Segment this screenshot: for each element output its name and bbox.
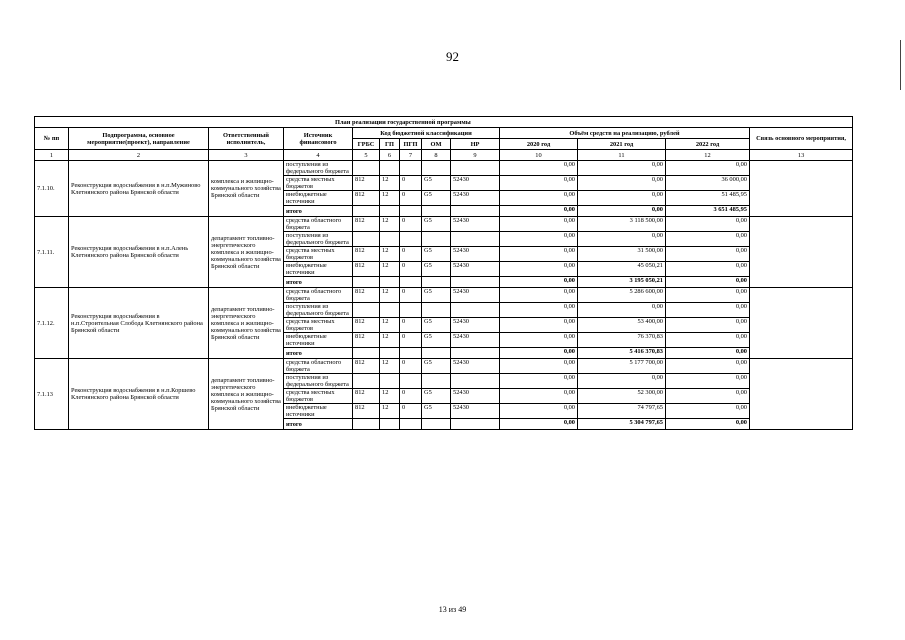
amount-2022: 0,00	[666, 419, 750, 430]
amount-2022: 0,00	[666, 318, 750, 333]
om-header: ОМ	[422, 139, 451, 150]
om-code: G5	[422, 359, 451, 374]
om-code	[422, 348, 451, 359]
amount-2022: 0,00	[666, 359, 750, 374]
column-number: 7	[400, 150, 422, 161]
nr-code: 52430	[451, 404, 500, 419]
nr-code	[451, 419, 500, 430]
gp-code: 12	[380, 217, 400, 232]
om-code	[422, 232, 451, 247]
column-number: 3	[209, 150, 284, 161]
pgp-code: 0	[400, 191, 422, 206]
table-row	[35, 288, 853, 303]
om-code	[422, 419, 451, 430]
amount-2021: 5 416 370,83	[578, 348, 666, 359]
grbs-code	[353, 277, 380, 288]
pgp-code: 0	[400, 318, 422, 333]
funding-source: средства местных бюджетов	[284, 176, 353, 191]
pgp-code	[400, 232, 422, 247]
amount-2020: 0,00	[500, 318, 578, 333]
activity-link	[750, 288, 853, 359]
page-number: 92	[446, 49, 459, 64]
om-code: G5	[422, 217, 451, 232]
activity-name: Реконструкция водоснабжения в н.п.Строительная Слобода Клетнянского района Брянской области	[69, 288, 209, 359]
amount-2022: 0,00	[666, 348, 750, 359]
column-number: 5	[353, 150, 380, 161]
nr-code	[451, 374, 500, 389]
program-plan-table	[34, 116, 853, 430]
y2022-header: 2022 год	[666, 139, 750, 150]
funding-source: внебюджетные источники	[284, 191, 353, 206]
nr-code: 52430	[451, 191, 500, 206]
nr-code	[451, 232, 500, 247]
amount-2021: 0,00	[578, 161, 666, 176]
activity-link	[750, 161, 853, 217]
amount-2021: 3 195 050,21	[578, 277, 666, 288]
amount-2022: 0,00	[666, 161, 750, 176]
amount-2020: 0,00	[500, 288, 578, 303]
pgp-code	[400, 277, 422, 288]
funding-source: поступления из федерального бюджета	[284, 303, 353, 318]
amount-2020: 0,00	[500, 374, 578, 389]
amount-2020: 0,00	[500, 404, 578, 419]
column-number: 10	[500, 150, 578, 161]
table-row	[35, 359, 853, 374]
amount-2021: 0,00	[578, 303, 666, 318]
gp-code	[380, 232, 400, 247]
grbs-code: 812	[353, 288, 380, 303]
pgp-code: 0	[400, 404, 422, 419]
nr-code: 52430	[451, 288, 500, 303]
grbs-code	[353, 348, 380, 359]
amount-2021: 31 500,00	[578, 247, 666, 262]
gp-code	[380, 374, 400, 389]
grbs-header: ГРБС	[353, 139, 380, 150]
column-number: 1	[35, 150, 69, 161]
activity-name: Реконструкция водоснабжения в н.п.Коршево Клетнянского района Брянской области	[69, 359, 209, 430]
y2021-header: 2021 год	[578, 139, 666, 150]
om-code	[422, 374, 451, 389]
om-code	[422, 303, 451, 318]
amount-2020: 0,00	[500, 206, 578, 217]
grbs-code: 812	[353, 262, 380, 277]
amount-2020: 0,00	[500, 176, 578, 191]
column-number: 11	[578, 150, 666, 161]
om-code: G5	[422, 191, 451, 206]
grbs-code: 812	[353, 247, 380, 262]
pgp-code	[400, 419, 422, 430]
om-code: G5	[422, 404, 451, 419]
pgp-code: 0	[400, 176, 422, 191]
funding-source: поступления из федерального бюджета	[284, 232, 353, 247]
grbs-code: 812	[353, 404, 380, 419]
amount-2020: 0,00	[500, 303, 578, 318]
amount-2022: 0,00	[666, 217, 750, 232]
col-subprogram-header: Подпрограмма, основное мероприятие(проект), направление	[69, 128, 209, 150]
grbs-code: 812	[353, 176, 380, 191]
pgp-code: 0	[400, 217, 422, 232]
pgp-code	[400, 374, 422, 389]
gp-code	[380, 206, 400, 217]
pgp-code: 0	[400, 247, 422, 262]
gp-code: 12	[380, 318, 400, 333]
responsible-executor: комплекса и жилищно-коммунального хозяйства Брянской области	[209, 161, 284, 217]
pgp-code	[400, 206, 422, 217]
page-footer: 13 из 49	[438, 605, 467, 614]
amount-2021: 0,00	[578, 206, 666, 217]
nr-code: 52430	[451, 176, 500, 191]
margin-line	[900, 40, 901, 90]
gp-code: 12	[380, 262, 400, 277]
nr-code: 52430	[451, 247, 500, 262]
funding-source: внебюджетные источники	[284, 333, 353, 348]
amount-2021: 53 400,00	[578, 318, 666, 333]
funding-source: итого	[284, 277, 353, 288]
funds-header: Объём средств на реализацию, рублей	[500, 128, 750, 139]
grbs-code	[353, 161, 380, 176]
gp-code	[380, 303, 400, 318]
gp-code: 12	[380, 247, 400, 262]
amount-2022: 0,00	[666, 288, 750, 303]
grbs-code: 812	[353, 217, 380, 232]
funding-source: внебюджетные источники	[284, 262, 353, 277]
column-number: 4	[284, 150, 353, 161]
pgp-code: 0	[400, 389, 422, 404]
funding-source: средства областного бюджета	[284, 217, 353, 232]
amount-2021: 0,00	[578, 232, 666, 247]
gp-code: 12	[380, 288, 400, 303]
column-number: 13	[750, 150, 853, 161]
om-code: G5	[422, 247, 451, 262]
amount-2021: 0,00	[578, 176, 666, 191]
funding-source: итого	[284, 348, 353, 359]
plan-title: План реализации государственной программы	[35, 117, 853, 128]
pgp-code: 0	[400, 288, 422, 303]
nr-code: 52430	[451, 333, 500, 348]
activity-name: Реконструкция водоснабжения в н.п.Алень Клетнянского района Брянской области	[69, 217, 209, 288]
amount-2021: 5 304 797,65	[578, 419, 666, 430]
table-row	[35, 217, 853, 232]
budget-class-header: Код бюджетной классификации	[353, 128, 500, 139]
amount-2020: 0,00	[500, 262, 578, 277]
amount-2021: 0,00	[578, 191, 666, 206]
amount-2020: 0,00	[500, 348, 578, 359]
gp-code: 12	[380, 176, 400, 191]
nr-code	[451, 206, 500, 217]
grbs-code: 812	[353, 389, 380, 404]
grbs-code: 812	[353, 359, 380, 374]
col-source-header: Источник финансового	[284, 128, 353, 150]
nr-code	[451, 303, 500, 318]
amount-2020: 0,00	[500, 277, 578, 288]
activity-number: 7.1.11.	[35, 217, 69, 288]
amount-2021: 52 300,00	[578, 389, 666, 404]
funding-source: средства местных бюджетов	[284, 318, 353, 333]
nr-code: 52430	[451, 262, 500, 277]
funding-source: итого	[284, 206, 353, 217]
funding-source: средства местных бюджетов	[284, 389, 353, 404]
om-code: G5	[422, 176, 451, 191]
om-code	[422, 206, 451, 217]
grbs-code: 812	[353, 333, 380, 348]
responsible-executor: департамент топливно-энергетического комплекса и жилищно-коммунального хозяйства Брянской области	[209, 359, 284, 430]
responsible-executor: департамент топливно-энергетического комплекса и жилищно-коммунального хозяйства Брянской области	[209, 288, 284, 359]
grbs-code	[353, 419, 380, 430]
amount-2022: 0,00	[666, 374, 750, 389]
om-code: G5	[422, 318, 451, 333]
y2020-header: 2020 год	[500, 139, 578, 150]
funding-source: поступления из федерального бюджета	[284, 161, 353, 176]
gp-code: 12	[380, 389, 400, 404]
om-code: G5	[422, 288, 451, 303]
grbs-code: 812	[353, 318, 380, 333]
gp-header: ГП	[380, 139, 400, 150]
amount-2022: 0,00	[666, 247, 750, 262]
nr-code: 52430	[451, 318, 500, 333]
activity-number: 7.1.13	[35, 359, 69, 430]
amount-2021: 5 286 600,00	[578, 288, 666, 303]
pgp-code: 0	[400, 262, 422, 277]
amount-2020: 0,00	[500, 389, 578, 404]
om-code: G5	[422, 262, 451, 277]
pgp-header: ПГП	[400, 139, 422, 150]
amount-2022: 3 651 485,95	[666, 206, 750, 217]
column-number: 8	[422, 150, 451, 161]
nr-code: 52430	[451, 217, 500, 232]
grbs-code	[353, 206, 380, 217]
header-row-main	[35, 128, 853, 139]
amount-2020: 0,00	[500, 333, 578, 348]
amount-2022: 51 485,95	[666, 191, 750, 206]
grbs-code	[353, 374, 380, 389]
nr-code: 52430	[451, 359, 500, 374]
funding-source: средства областного бюджета	[284, 359, 353, 374]
nr-header: НР	[451, 139, 500, 150]
om-code: G5	[422, 333, 451, 348]
om-code: G5	[422, 389, 451, 404]
nr-code	[451, 161, 500, 176]
amount-2022: 0,00	[666, 262, 750, 277]
om-code	[422, 277, 451, 288]
table-body	[35, 117, 853, 430]
amount-2021: 0,00	[578, 374, 666, 389]
activity-number: 7.1.12.	[35, 288, 69, 359]
header-row-numbers	[35, 150, 853, 161]
col-responsible-header: Ответственный исполнитель,	[209, 128, 284, 150]
funding-source: внебюджетные источники	[284, 404, 353, 419]
pgp-code	[400, 348, 422, 359]
amount-2020: 0,00	[500, 419, 578, 430]
amount-2021: 45 050,21	[578, 262, 666, 277]
amount-2020: 0,00	[500, 191, 578, 206]
amount-2022: 0,00	[666, 303, 750, 318]
amount-2021: 76 370,83	[578, 333, 666, 348]
amount-2022: 0,00	[666, 404, 750, 419]
amount-2022: 0,00	[666, 232, 750, 247]
header-row-title	[35, 117, 853, 128]
gp-code: 12	[380, 359, 400, 374]
activity-link	[750, 359, 853, 430]
gp-code	[380, 277, 400, 288]
amount-2020: 0,00	[500, 232, 578, 247]
grbs-code	[353, 232, 380, 247]
table-row	[35, 161, 853, 176]
amount-2022: 36 000,00	[666, 176, 750, 191]
gp-code	[380, 161, 400, 176]
funding-source: средства местных бюджетов	[284, 247, 353, 262]
amount-2020: 0,00	[500, 161, 578, 176]
pgp-code: 0	[400, 333, 422, 348]
pgp-code	[400, 303, 422, 318]
amount-2020: 0,00	[500, 217, 578, 232]
nr-code: 52430	[451, 389, 500, 404]
gp-code	[380, 348, 400, 359]
grbs-code: 812	[353, 191, 380, 206]
col-num-header: № пп	[35, 128, 69, 150]
activity-link	[750, 217, 853, 288]
pgp-code: 0	[400, 359, 422, 374]
amount-2020: 0,00	[500, 359, 578, 374]
pgp-code	[400, 161, 422, 176]
gp-code: 12	[380, 404, 400, 419]
column-number: 9	[451, 150, 500, 161]
column-number: 2	[69, 150, 209, 161]
activity-name: Реконструкция водоснабжения в н.п.Мужиново Клетнянского района Брянской области	[69, 161, 209, 217]
amount-2021: 3 118 500,00	[578, 217, 666, 232]
nr-code	[451, 277, 500, 288]
funding-source: итого	[284, 419, 353, 430]
gp-code: 12	[380, 191, 400, 206]
responsible-executor: департамент топливно-энергетического комплекса и жилищно-коммунального хозяйства Брянской области	[209, 217, 284, 288]
column-number: 6	[380, 150, 400, 161]
gp-code	[380, 419, 400, 430]
amount-2022: 0,00	[666, 389, 750, 404]
funding-source: средства областного бюджета	[284, 288, 353, 303]
funding-source: поступления из федерального бюджета	[284, 374, 353, 389]
amount-2021: 74 797,65	[578, 404, 666, 419]
amount-2021: 5 177 700,00	[578, 359, 666, 374]
amount-2022: 0,00	[666, 333, 750, 348]
activity-number: 7.1.10.	[35, 161, 69, 217]
grbs-code	[353, 303, 380, 318]
amount-2022: 0,00	[666, 277, 750, 288]
nr-code	[451, 348, 500, 359]
amount-2020: 0,00	[500, 247, 578, 262]
link-header: Связь основного мероприятия,	[750, 128, 853, 150]
column-number: 12	[666, 150, 750, 161]
om-code	[422, 161, 451, 176]
gp-code: 12	[380, 333, 400, 348]
